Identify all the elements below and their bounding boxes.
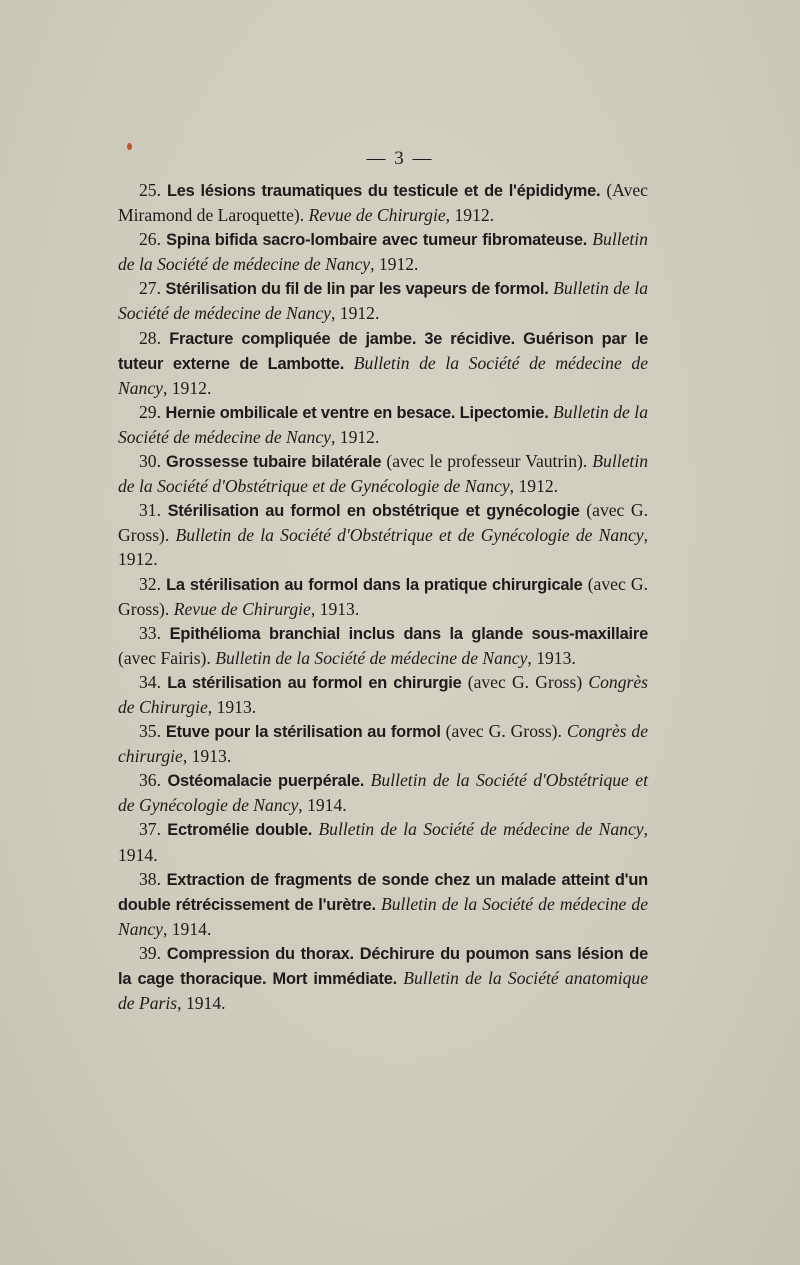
entry-authors <box>344 353 354 373</box>
entry-year: , 1913. <box>310 598 360 619</box>
bibliography-entry <box>118 326 648 400</box>
entry-title: Les lésions traumatiques du testicule et de l'épididyme. <box>166 182 601 200</box>
entry-source: Congrès de Chirurgie <box>118 671 648 717</box>
entry-year: , 1913. <box>182 746 232 767</box>
entry-source: Bulletin de la Société de médecine de Nancy <box>118 352 648 398</box>
entry-year: , 1912. <box>118 525 648 570</box>
bibliography-entry <box>118 449 648 498</box>
entry-number: 30. <box>139 451 161 472</box>
entry-source: Bulletin de la Société de médecine de Nancy <box>118 893 648 939</box>
entry-source: Bulletin de la Société de médecine de Nancy <box>118 278 649 324</box>
entry-number: 27. <box>139 278 161 299</box>
entry-source: Revue de Chirurgie <box>308 205 446 226</box>
entry-number: 33. <box>139 622 161 643</box>
bibliography-entry <box>118 498 648 571</box>
entry-year: , 1912. <box>162 377 212 398</box>
entry-title: Spina bifida sacro-lombaire avec tumeur fibromateuse. <box>166 231 588 250</box>
entry-number: 31. <box>139 500 161 521</box>
entry-number: 28. <box>139 327 161 348</box>
entry-authors: (avec Fairis). <box>118 647 216 668</box>
bibliography-list <box>118 178 648 1015</box>
entry-title: La stérilisation au formol dans la pratique chirurgicale <box>166 575 583 594</box>
bibliography-entry <box>118 867 648 941</box>
entry-source: Bulletin de la Société de médecine de Nancy <box>215 647 528 668</box>
entry-number: 34. <box>139 671 161 692</box>
bibliography-entry <box>118 670 648 719</box>
entry-title: Stérilisation du fil de lin par les vapeurs de formol. <box>165 280 549 299</box>
bibliography-entry <box>118 400 648 449</box>
entry-title: Grossesse tubaire bilatérale <box>166 453 382 472</box>
entry-year: , 1912. <box>330 303 380 324</box>
entry-year: , 1913. <box>527 647 576 668</box>
entry-year: , 1912. <box>445 205 495 226</box>
entry-title: Ostéomalacie puerpérale. <box>167 772 365 791</box>
entry-title: La stérilisation au formol en chirurgie <box>167 673 462 692</box>
entry-title: Ectromélie double. <box>167 821 313 840</box>
entry-number: 38. <box>139 868 161 889</box>
entry-source: Bulletin de la Société anatomique de Paris <box>118 968 648 1014</box>
entry-number: 25. <box>139 180 161 200</box>
entry-year: , 1912. <box>330 426 380 447</box>
bibliography-entry <box>118 178 648 227</box>
page-number: — 3 — <box>366 148 434 169</box>
bibliography-entry <box>118 276 648 325</box>
entry-authors: (avec G. Gross). <box>118 573 648 619</box>
entry-number: 39. <box>139 942 161 963</box>
bibliography-entry <box>118 768 648 817</box>
bibliography-entry <box>118 941 648 1015</box>
entry-authors: (avec G. Gross). <box>440 721 567 742</box>
entry-year: , 1912. <box>509 476 559 497</box>
entry-source: Bulletin de la Société d'Obstétrique et de Gynécologie de Nancy <box>118 770 648 816</box>
entry-title: Fracture compliquée de jambe. 3e récidive. Guérison par le tuteur externe de Lambotte. <box>118 329 648 373</box>
entry-authors: (avec G. Gross) <box>461 671 589 692</box>
entry-authors: (avec G. Gross). <box>118 500 649 546</box>
bibliography-entry <box>118 572 648 621</box>
entry-title: Compression du thorax. Déchirure du poumon sans lésion de la cage thoracique. Mort immédiate. <box>118 944 648 988</box>
bibliography-entry <box>118 817 648 866</box>
entry-source: Bulletin de la Société de médecine de Nancy <box>118 401 648 447</box>
bibliography-entry <box>118 621 648 670</box>
bibliography-entry <box>118 719 648 768</box>
entry-number: 32. <box>139 573 161 594</box>
entry-number: 26. <box>139 229 161 250</box>
entry-source: Bulletin de la Société de médecine de Nancy <box>318 819 644 840</box>
entry-source: Bulletin de la Société d'Obstétrique et de Gynécologie de Nancy <box>118 451 648 497</box>
entry-number: 35. <box>139 721 161 742</box>
entry-year: , 1914. <box>118 819 648 865</box>
entry-source: Revue de Chirurgie <box>173 598 311 619</box>
entry-year: , 1913. <box>207 696 257 717</box>
entry-number: 37. <box>139 819 161 840</box>
entry-year: , 1912. <box>370 254 419 275</box>
entry-number: 29. <box>139 401 161 422</box>
entry-authors: (Avec Miramond de Laroquette). <box>118 180 648 226</box>
entry-source: Bulletin de la Société de médecine de Nancy <box>118 229 648 275</box>
entry-source: Congrès de chirurgie <box>118 721 649 767</box>
entry-title: Extraction de fragments de sonde chez un malade atteint d'un double rétrécissement de l'urètre. <box>118 870 648 914</box>
entry-title: Etuve pour la stérilisation au formol <box>165 723 441 742</box>
entry-authors: (avec le professeur Vautrin). <box>381 451 593 472</box>
entry-year: , 1914. <box>162 918 212 939</box>
bibliography-entry <box>118 227 648 276</box>
entry-year: , 1914. <box>177 993 226 1014</box>
entry-title: Epithélioma branchial inclus dans la glande sous-maxillaire <box>169 624 648 643</box>
entry-title: Stérilisation au formol en obstétrique et gynécologie <box>167 502 580 521</box>
entry-number: 36. <box>139 770 161 791</box>
entry-year: , 1914. <box>298 795 347 816</box>
entry-source: Bulletin de la Société d'Obstétrique et de Gynécologie de Nancy <box>175 525 644 546</box>
entry-title: Hernie ombilicale et ventre en besace. Lipectomie. <box>165 403 549 422</box>
